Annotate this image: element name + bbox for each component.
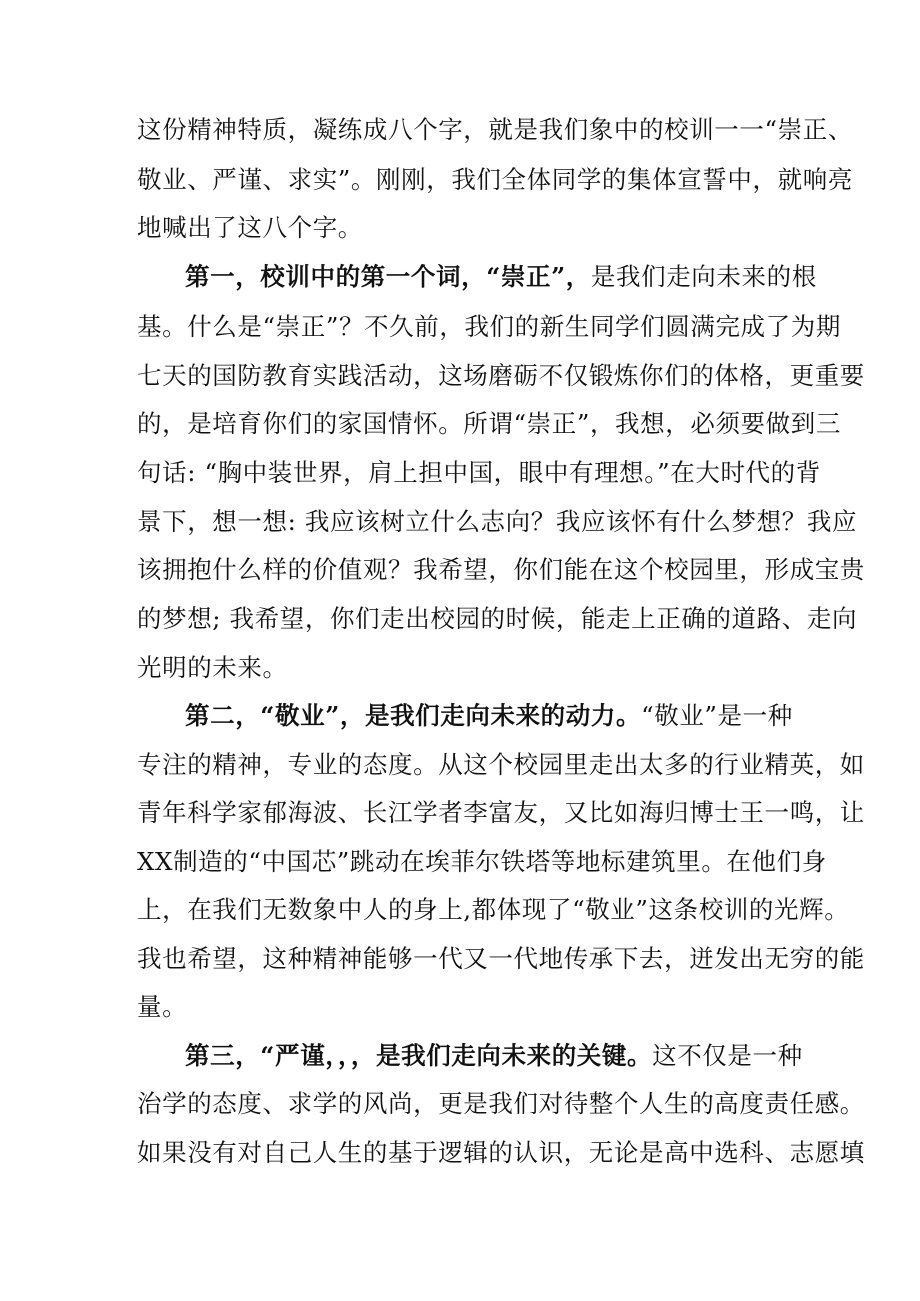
text-run: “敬业”是一种 — [641, 701, 793, 730]
text-run: 基。什么是“崇正”？不久前，我们的新生同学们圆满完成了为期 — [137, 312, 841, 341]
text-line — [137, 312, 917, 342]
text-run: 的梦想; 我希望，你们走出校园的时候，能走上正确的道路、走向 — [137, 604, 858, 633]
text-line — [137, 165, 917, 195]
text-run: XX制造的“中国芯”跳动在埃菲尔铁塔等地标建筑里。在他们身 — [137, 847, 827, 876]
text-run: 句话: “胸中装世界，肩上担中国，眼中有理想。”在大时代的背 — [137, 458, 821, 487]
text-line — [137, 409, 917, 439]
text-run: 的，是培育你们的家国情怀。所谓“崇正”，我想，必须要做到三 — [137, 409, 841, 438]
text-run: 上，在我们无数象中人的身上,都体现了“敬业”这条校训的光辉。 — [137, 895, 850, 924]
text-line — [137, 555, 917, 585]
text-line — [137, 798, 917, 828]
text-line — [137, 992, 917, 1022]
text-run: 这份精神特质，凝练成八个字，就是我们象中的校训一一“崇正、 — [137, 115, 853, 144]
text-run: 我也希望，这种精神能够一代又一代地传承下去，迸发出无穷的能 — [137, 944, 865, 973]
section-heading-1: 第一，校训中的第一个词，“崇正”， — [185, 262, 591, 291]
section-heading-3: 第三，“严谨，，，是我们走向未来的关键。 — [185, 1041, 653, 1070]
text-line — [137, 944, 917, 974]
text-line — [137, 115, 917, 145]
text-run: 是我们走向未来的根 — [590, 262, 817, 291]
text-run: 专注的精神，专业的态度。从这个校园里走出太多的行业精英，如 — [137, 750, 865, 779]
text-run: 七天的国防教育实践活动，这场磨砺不仅锻炼你们的体格，更重要 — [137, 361, 865, 390]
text-line — [137, 507, 917, 537]
section-heading-2: 第二，“敬业”，是我们走向未来的动力。 — [185, 701, 642, 730]
heading-line-third — [185, 1041, 920, 1071]
text-line — [137, 847, 917, 877]
text-line — [137, 213, 917, 243]
text-line — [137, 604, 917, 634]
heading-line-first — [185, 262, 920, 292]
text-run: 治学的态度、求学的风尚，更是我们对待整个人生的高度责任感。 — [137, 1089, 865, 1118]
text-line — [137, 653, 917, 683]
text-run: 青年科学家郁海波、长江学者李富友，又比如海归博士王一鸣，让 — [137, 798, 865, 827]
text-line — [137, 1089, 917, 1119]
text-run: 敬业、严谨、求实”。刚刚，我们全体同学的集体宣誓中，就响亮 — [137, 165, 853, 194]
text-run: 该拥抱什么样的价值观？我希望，你们能在这个校园里，形成宝贵 — [137, 555, 865, 584]
text-line — [137, 750, 917, 780]
text-run: 量。 — [137, 992, 188, 1021]
text-run: 如果没有对自己人生的基于逻辑的认识，无论是高中选科、志愿填 — [137, 1138, 865, 1167]
heading-line-second — [185, 701, 920, 731]
text-line — [137, 895, 917, 925]
text-line — [137, 361, 917, 391]
text-run: 这不仅是一种 — [652, 1041, 803, 1070]
text-run: 光明的未来。 — [137, 653, 288, 682]
text-line — [137, 458, 917, 488]
text-run: 地喊出了这八个字。 — [137, 213, 363, 242]
text-line — [137, 1138, 917, 1168]
text-run: 景下，想一想: 我应该树立什么志向？我应该怀有什么梦想？我应 — [137, 507, 858, 536]
